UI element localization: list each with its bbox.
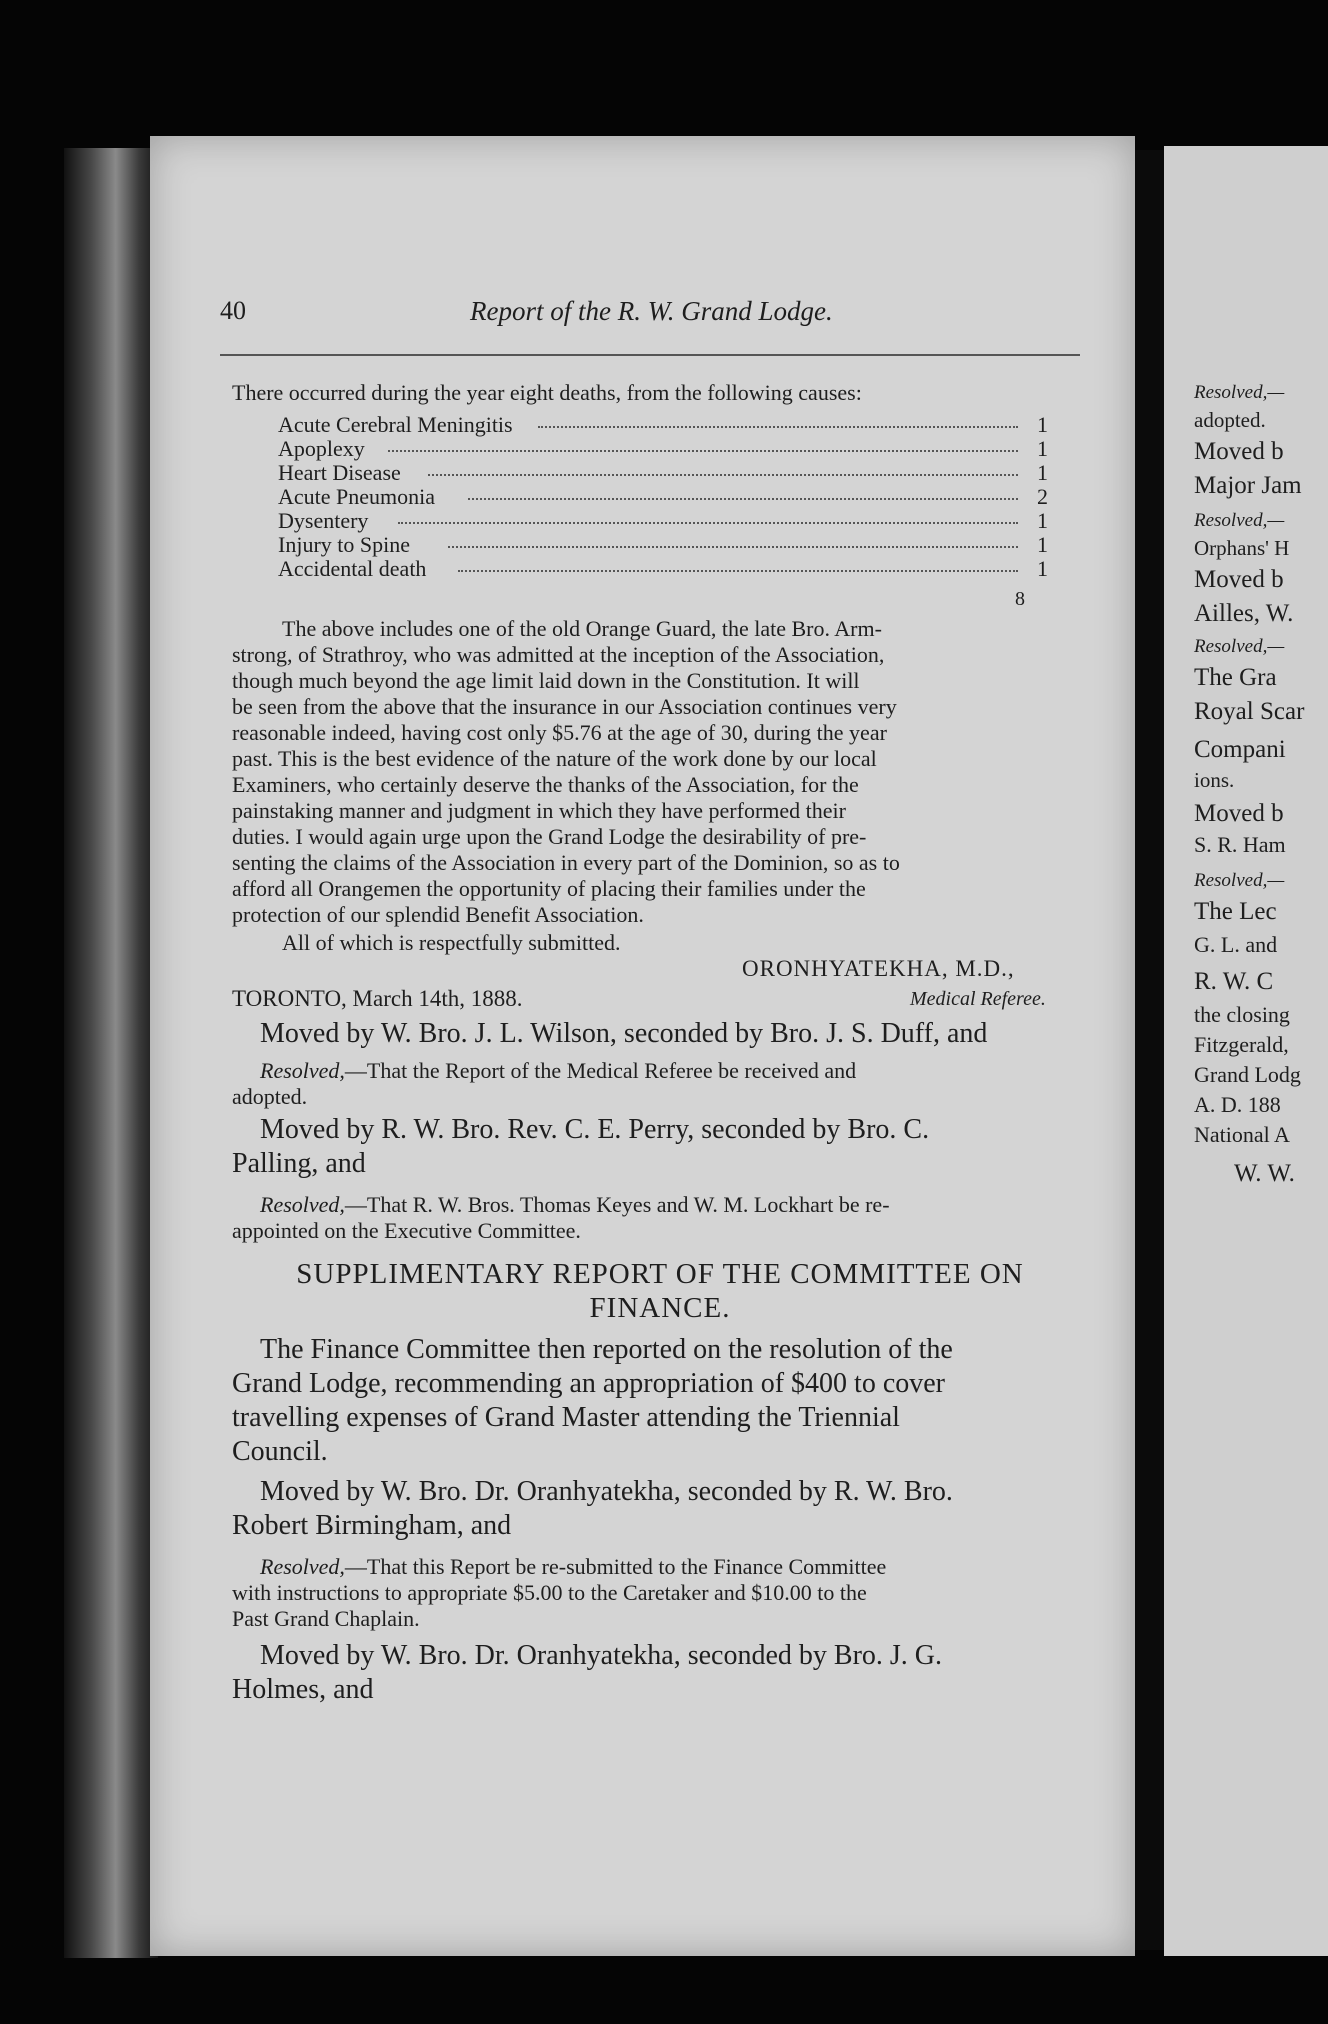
facing-line: adopted.: [1194, 408, 1266, 432]
dot-leader: [428, 474, 1018, 476]
cause-row: [278, 484, 1078, 508]
cause-count: 1: [1037, 508, 1048, 533]
report-line: Examiners, who certainly deserve the thanks of the Association, for the: [232, 772, 859, 797]
finance-line: travelling expenses of Grand Master attending the Triennial: [232, 1402, 900, 1433]
header-rule: [220, 354, 1080, 356]
signature-role: Medical Referee.: [910, 988, 1046, 1010]
section-title: FINANCE.: [589, 1292, 731, 1324]
report-line: senting the claims of the Association in every part of the Dominion, so as to: [232, 850, 900, 875]
motion-line: Palling, and: [232, 1148, 366, 1179]
facing-line: S. R. Ham: [1194, 832, 1286, 857]
facing-line: Resolved,—: [1194, 870, 1285, 891]
report-line: afford all Orangemen the opportunity of placing their families under the: [232, 876, 866, 901]
facing-line: G. L. and: [1194, 932, 1278, 957]
facing-line: Moved b: [1194, 566, 1284, 593]
report-line: painstaking manner and judgment in which they have performed their: [232, 798, 846, 823]
book-binding: [64, 148, 158, 1958]
resolution-text: —That this Report be re-submitted to the Finance Committee: [344, 1554, 887, 1579]
resolution-line: [260, 1058, 1120, 1084]
dot-leader: [458, 570, 1018, 572]
cause-name: Acute Cerebral Meningitis: [278, 412, 513, 437]
facing-line: Resolved,—: [1194, 510, 1285, 531]
facing-line: ions.: [1194, 768, 1235, 792]
report-line: The above includes one of the old Orange Guard, the late Bro. Arm-: [282, 616, 882, 641]
cause-row: [278, 508, 1078, 532]
resolved-label: Resolved,: [260, 1192, 345, 1217]
resolved-label: Resolved,: [260, 1554, 345, 1579]
cause-count: 1: [1037, 556, 1048, 581]
cause-row: [278, 556, 1078, 580]
dot-leader: [388, 450, 1018, 452]
finance-line: Council.: [232, 1436, 328, 1467]
resolution-line: Past Grand Chaplain.: [232, 1606, 420, 1631]
motion-line: Holmes, and: [232, 1674, 374, 1705]
facing-line: W. W.: [1234, 1160, 1295, 1187]
cause-name: Apoplexy: [278, 436, 365, 461]
running-title: Report of the R. W. Grand Lodge.: [470, 296, 833, 326]
resolution-line: [260, 1554, 1120, 1580]
cause-row: [278, 532, 1078, 556]
resolution-text: —That R. W. Bros. Thomas Keyes and W. M. Lockhart be re-: [344, 1192, 890, 1217]
report-line: though much beyond the age limit laid down in the Constitution. It will: [232, 668, 860, 693]
cause-name: Accidental death: [278, 556, 427, 581]
facing-line: Ailles, W.: [1194, 600, 1294, 627]
section-title: SUPPLIMENTARY REPORT OF THE COMMITTEE ON: [296, 1258, 1024, 1290]
finance-line: Grand Lodge, recommending an appropriation of $400 to cover: [232, 1368, 946, 1399]
dot-leader: [448, 546, 1018, 548]
resolution-line: adopted.: [232, 1084, 308, 1109]
cause-count: 2: [1037, 484, 1048, 509]
facing-line: Resolved,—: [1194, 382, 1285, 403]
facing-page-fragment: [1164, 146, 1328, 1956]
cause-row: [278, 460, 1078, 484]
dot-leader: [468, 498, 1018, 500]
facing-line: The Gra: [1194, 664, 1277, 691]
page-header: [220, 296, 1080, 336]
cause-count: 1: [1037, 436, 1048, 461]
facing-line: The Lec: [1194, 898, 1277, 925]
signature-name: ORONHYATEKHA, M.D.,: [742, 956, 1015, 981]
resolved-label: Resolved,: [260, 1058, 345, 1083]
resolution-line: [260, 1192, 1120, 1218]
cause-count: 1: [1037, 412, 1048, 437]
motion-line: Moved by W. Bro. J. L. Wilson, seconded by Bro. J. S. Duff, and: [260, 1018, 988, 1049]
facing-line: Grand Lodg: [1194, 1062, 1301, 1087]
cause-count: 1: [1037, 460, 1048, 485]
resolution-line: appointed on the Executive Committee.: [232, 1218, 581, 1243]
facing-line: Royal Scar: [1194, 698, 1305, 725]
resolution-text: —That the Report of the Medical Referee be received and: [344, 1058, 857, 1083]
cause-name: Injury to Spine: [278, 532, 410, 557]
resolution-line: with instructions to appropriate $5.00 to the Caretaker and $10.00 to the: [232, 1580, 867, 1605]
report-line: protection of our splendid Benefit Association.: [232, 902, 644, 927]
facing-line: the closing: [1194, 1002, 1290, 1027]
report-line: reasonable indeed, having cost only $5.76 at the age of 30, during the year: [232, 720, 887, 745]
facing-line: National A: [1194, 1122, 1290, 1147]
motion-line: Moved by R. W. Bro. Rev. C. E. Perry, seconded by Bro. C.: [260, 1114, 930, 1145]
dot-leader: [538, 426, 1018, 428]
facing-line: Fitzgerald,: [1194, 1032, 1289, 1057]
causes-intro: There occurred during the year eight deaths, from the following causes:: [232, 380, 862, 405]
report-line: be seen from the above that the insurance in our Association continues very: [232, 694, 897, 719]
cause-count: 1: [1037, 532, 1048, 557]
facing-line: Moved b: [1194, 438, 1284, 465]
facing-line: Compani: [1194, 736, 1286, 763]
facing-line: Major Jam: [1194, 472, 1302, 499]
place-date: TORONTO, March 14th, 1888.: [232, 986, 523, 1011]
book-page: [150, 136, 1135, 1956]
page-number: 40: [220, 296, 246, 325]
report-line: duties. I would again urge upon the Grand Lodge the desirability of pre-: [232, 824, 867, 849]
cause-name: Heart Disease: [278, 460, 401, 485]
facing-line: R. W. C: [1194, 968, 1274, 995]
report-line: past. This is the best evidence of the nature of the work done by our local: [232, 746, 877, 771]
closing-line: All of which is respectfully submitted.: [282, 930, 621, 955]
report-line: strong, of Strathroy, who was admitted at the inception of the Association,: [232, 642, 885, 667]
motion-line: Robert Birmingham, and: [232, 1510, 512, 1541]
cause-name: Dysentery: [278, 508, 369, 533]
cause-row: [278, 436, 1078, 460]
facing-line: A. D. 188: [1194, 1092, 1281, 1117]
motion-line: Moved by W. Bro. Dr. Oranhyatekha, seconded by R. W. Bro.: [260, 1476, 953, 1507]
motion-line: Moved by W. Bro. Dr. Oranhyatekha, seconded by Bro. J. G.: [260, 1640, 943, 1671]
cause-name: Acute Pneumonia: [278, 484, 436, 509]
facing-line: Orphans' H: [1194, 536, 1290, 560]
facing-line: Moved b: [1194, 800, 1284, 827]
cause-row: [278, 412, 1078, 436]
cause-total: 8: [1015, 588, 1025, 610]
facing-line: Resolved,—: [1194, 636, 1285, 657]
finance-line: The Finance Committee then reported on the resolution of the: [260, 1334, 953, 1365]
dot-leader: [398, 522, 1018, 524]
